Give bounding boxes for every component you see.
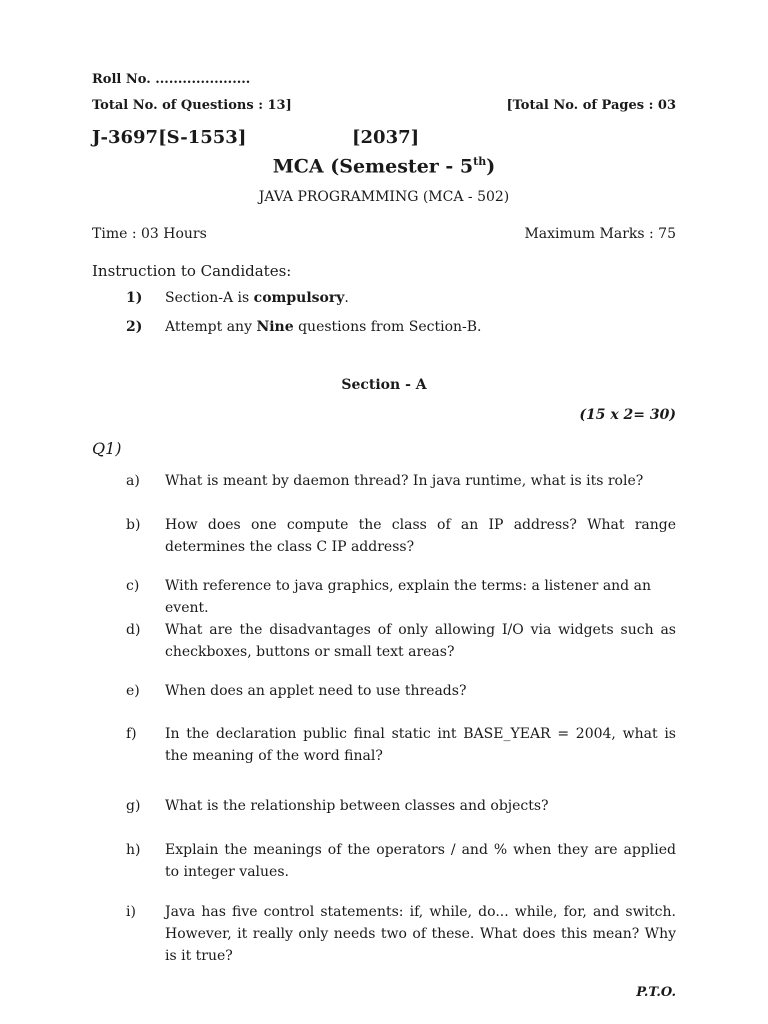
part-text: Java has five control statements: if, while, do... while, for, and switch. However, it really only needs two of these. What does this mean? Why is it true? — [165, 904, 676, 964]
part-label: g) — [126, 798, 141, 814]
maximum-marks: Maximum Marks : 75 — [524, 226, 676, 242]
part-label: f) — [126, 726, 137, 742]
part-text: With reference to java graphics, explain the terms: a listener and an event. — [165, 578, 651, 616]
part-text: How does one compute the class of an IP address? What range determines the class C IP address? — [165, 517, 676, 555]
part-text: In the declaration public final static int BASE_YEAR = 2004, what is the meaning of the word final? — [165, 726, 676, 764]
instruction-text: Attempt any Nine questions from Section-B. — [165, 319, 482, 335]
part-text: What is the relationship between classes and objects? — [165, 798, 549, 814]
part-text: What are the disadvantages of only allowing I/O via widgets such as checkboxes, buttons or small text areas? — [165, 622, 676, 660]
part-label: d) — [126, 622, 141, 638]
part-label: h) — [126, 842, 141, 858]
section-title: Section - A — [341, 377, 427, 393]
part-label: e) — [126, 683, 140, 699]
roll-number: Roll No. ..................... — [92, 72, 251, 87]
instruction-text: Section-A is compulsory. — [165, 290, 349, 306]
part-label: c) — [126, 578, 140, 594]
part-text: When does an applet need to use threads? — [165, 683, 467, 699]
part-text: What is meant by daemon thread? In java runtime, what is its role? — [165, 473, 644, 489]
paper-number: [2037] — [352, 127, 420, 148]
instruction-number: 2) — [126, 319, 143, 335]
part-label: b) — [126, 517, 141, 533]
total-questions: Total No. of Questions : 13] — [92, 98, 292, 113]
section-marks: (15 x 2= 30) — [579, 407, 676, 423]
instruction-number: 1) — [126, 290, 143, 306]
course-title: MCA (Semester - 5th) — [272, 155, 496, 178]
instructions-heading: Instruction to Candidates: — [92, 262, 292, 280]
part-text: Explain the meanings of the operators / and % when they are applied to integer values. — [165, 842, 676, 880]
total-pages: [Total No. of Pages : 03 — [506, 98, 676, 113]
exam-time: Time : 03 Hours — [92, 226, 207, 242]
paper-code: J-3697[S-1553] — [92, 127, 247, 148]
part-label: a) — [126, 473, 140, 489]
subject-title: JAVA PROGRAMMING (MCA - 502) — [258, 189, 510, 205]
question-label: Q1) — [92, 439, 122, 458]
page-turn-note: P.T.O. — [636, 985, 676, 1000]
part-label: i) — [126, 904, 136, 920]
